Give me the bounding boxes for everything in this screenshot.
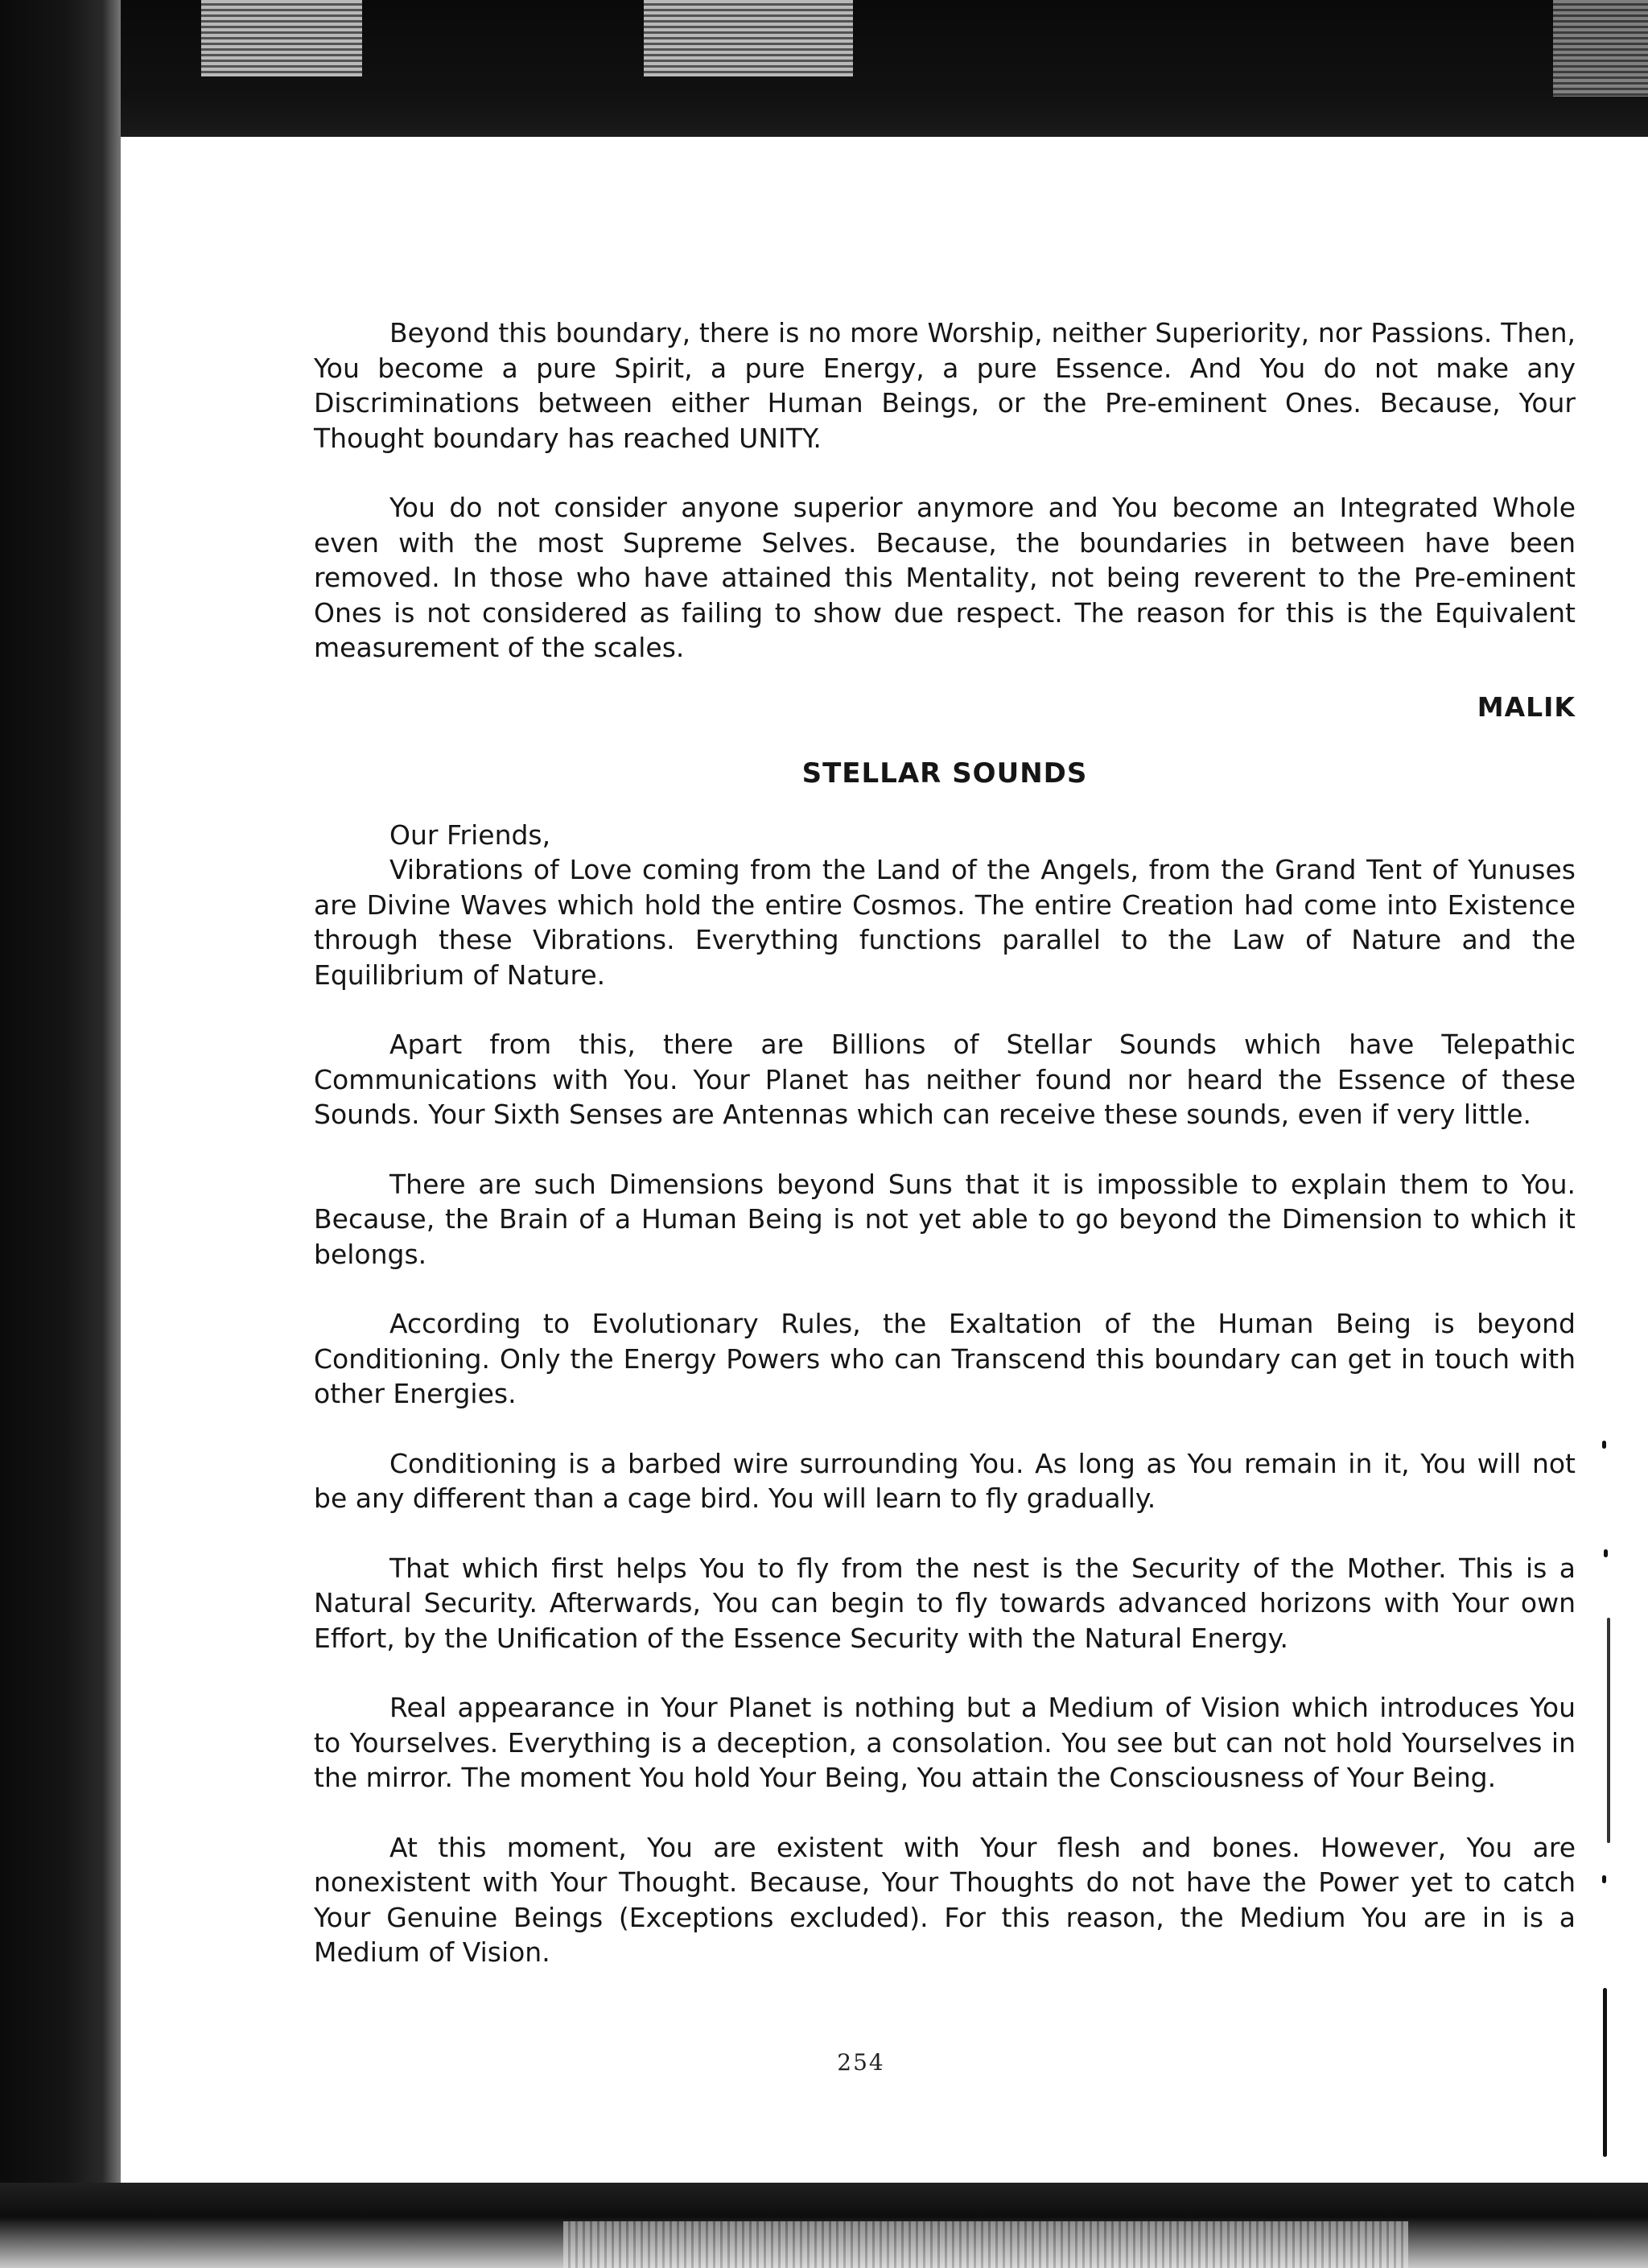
scan-speck	[1602, 1875, 1606, 1883]
scan-glare	[1553, 0, 1648, 97]
scan-glare	[563, 2221, 1408, 2268]
paragraph: At this moment, You are existent with Your flesh and bones. However, You are nonexistent with Your Thought. Because, Your Thoughts do not have the Power yet to catch Your Genuine Beings (Exceptions excluded). For this reason, the Medium You are in is a Medium of Vision.	[314, 1831, 1576, 1968]
section-title: STELLAR SOUNDS	[801, 757, 1088, 790]
scan-line	[1603, 1988, 1607, 2157]
scan-speck	[1602, 1441, 1606, 1449]
paragraph: That which first helps You to fly from the nest is the Security of the Mother. This is a Natural Security. Afterwards, You can begin to fly towards advanced horizons with Your own Effort, by the Unification of the Essence Security with the Natural Energy.	[314, 1552, 1576, 1654]
paragraph: There are such Dimensions beyond Suns that it is impossible to explain them to You. Because, the Brain of a Human Being is not yet able to go beyond the Dimension to which it belongs.	[314, 1168, 1576, 1270]
signature: MALIK	[1477, 691, 1576, 723]
document-page	[121, 137, 1601, 2183]
paragraph: You do not consider anyone superior anymore and You become an Integrated Whole even with the most Supreme Selves. Because, the boundaries in between have been removed. In those who have attained this Mentality, not being reverent to the Pre-eminent Ones is not considered as failing to show due respect. The reason for this is the Equivalent measurement of the scales.	[314, 492, 1576, 663]
scan-border-left	[0, 0, 121, 2268]
paragraph: According to Evolutionary Rules, the Exaltation of the Human Being is beyond Conditioning. Only the Energy Powers who can Transcend this boundary can get in touch with other Energies.	[314, 1308, 1576, 1409]
scan-glare	[201, 0, 362, 76]
paragraph: Apart from this, there are Billions of Stellar Sounds which have Telepathic Communications with You. Your Planet has neither found nor heard the Essence of these Sounds. Your Sixth Senses are Antennas which can receive these sounds, even if very little.	[314, 1029, 1576, 1130]
paragraph: Beyond this boundary, there is no more Worship, neither Superiority, nor Passions. Then, You become a pure Spirit, a pure Energy, a pure Essence. And You do not make any Discriminations between either Human Beings, or the Pre-eminent Ones. Because, Your Thought boundary has reached UNITY.	[314, 317, 1576, 454]
paragraph: Real appearance in Your Planet is nothing but a Medium of Vision which introduces You to Yourselves. Everything is a deception, a consolation. You see but can not hold Yourselves in the mirror. The moment You hold Your Being, You attain the Consciousness of Your Being.	[314, 1692, 1576, 1793]
scan-glare	[644, 0, 853, 76]
page-text	[314, 315, 1576, 2005]
scan-line	[1607, 1618, 1610, 1843]
paragraph: Vibrations of Love coming from the Land of the Angels, from the Grand Tent of Yunuses are Divine Waves which hold the entire Cosmos. The entire Creation had come into Existence through these Vibrations. Everything functions parallel to the Law of Nature and the Equilibrium of Nature.	[314, 854, 1576, 991]
greeting: Our Friends,	[389, 819, 551, 851]
paragraph: Conditioning is a barbed wire surrounding You. As long as You remain in it, You will not be any different than a cage bird. You will learn to fly gradually.	[314, 1447, 1576, 1514]
page-number: 254	[837, 2049, 885, 2076]
scan-speck	[1604, 1549, 1608, 1557]
